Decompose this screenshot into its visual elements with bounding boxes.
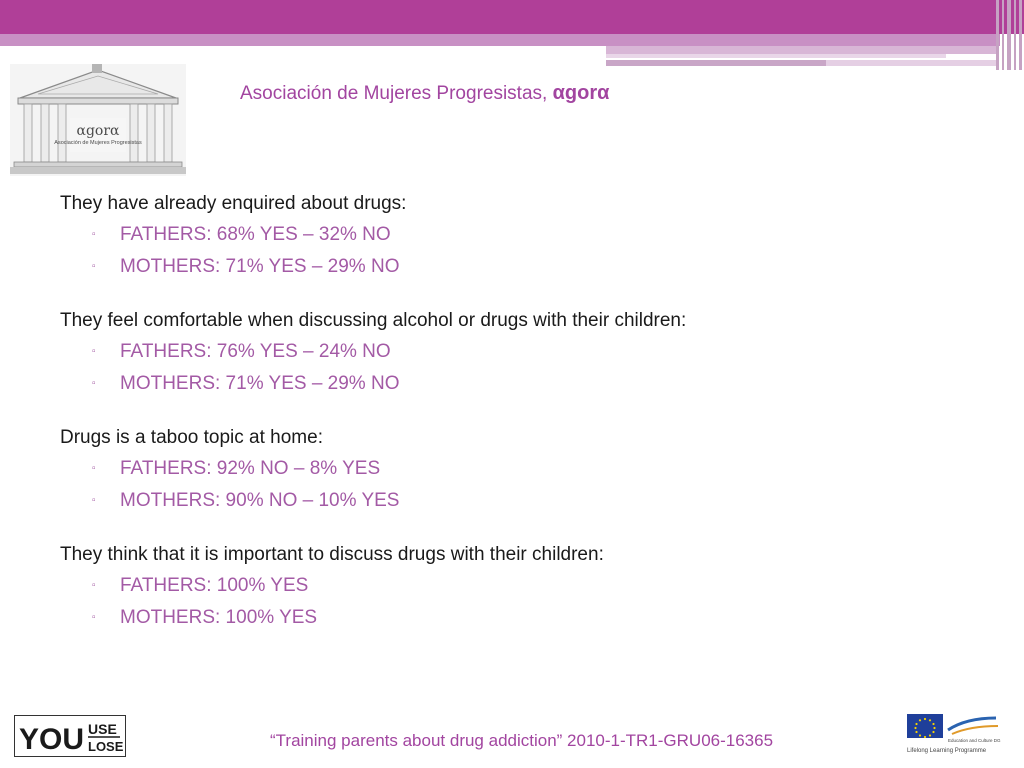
list-item	[60, 368, 960, 400]
square-bullet-icon: ▫	[92, 346, 96, 357]
list-item	[60, 251, 960, 283]
list-item	[60, 453, 960, 485]
eu-flag-icon	[907, 714, 943, 738]
header-stripe	[606, 54, 946, 58]
list-item	[60, 570, 960, 602]
square-bullet-icon: ▫	[92, 377, 96, 389]
section-heading: They think that it is important to discuss drugs with their children:	[60, 544, 604, 565]
header-band-light	[0, 34, 1000, 46]
logo-use: USE	[88, 721, 117, 737]
list-item	[60, 219, 960, 251]
square-bullet-icon: ▫	[92, 463, 96, 474]
square-bullet-icon: ▫	[92, 580, 96, 591]
org-name: Asociación de Mujeres Progresistas,	[240, 83, 548, 104]
header-stripe	[826, 60, 996, 66]
list-item-text: MOTHERS: 71% YES – 29% NO	[120, 372, 400, 394]
eu-lifelong-learning-logo	[906, 712, 1010, 756]
header-stripe	[606, 46, 996, 54]
list-item-text: FATHERS: 100% YES	[120, 575, 309, 596]
list-item	[60, 602, 960, 634]
square-bullet-icon: ▫	[92, 260, 96, 272]
you-use-lose-logo	[14, 715, 126, 757]
eu-programme-label: Lifelong Learning Programme	[907, 748, 987, 754]
logo-brand: αgorα	[76, 123, 120, 139]
section-heading: They have already enquired about drugs:	[60, 193, 407, 214]
header-band	[0, 0, 1024, 34]
page-title	[240, 82, 609, 105]
square-bullet-icon: ▫	[92, 229, 96, 240]
header-stripe	[606, 60, 826, 66]
list-item-text: FATHERS: 76% YES – 24% NO	[120, 341, 391, 362]
eu-dg-label: Education and Culture DG	[948, 738, 1001, 743]
list-item-text: MOTHERS: 100% YES	[120, 606, 318, 628]
list-item-text: FATHERS: 92% NO – 8% YES	[120, 458, 381, 479]
footer-project-reference: “Training parents about drug addiction” 2010-1-TR1-GRU06-16365	[270, 731, 774, 750]
logo-subtitle: Asociación de Mujeres Progresistas	[54, 140, 142, 146]
logo-you: YOU	[19, 723, 85, 756]
logo-lose: LOSE	[88, 739, 124, 754]
header-vertical-bars	[994, 0, 1024, 70]
list-item	[60, 485, 960, 517]
section-comfortable	[60, 305, 960, 399]
square-bullet-icon: ▫	[92, 494, 96, 506]
section-enquired	[60, 188, 960, 282]
section-heading: Drugs is a taboo topic at home:	[60, 427, 323, 448]
list-item-text: MOTHERS: 71% YES – 29% NO	[120, 255, 400, 277]
agora-temple-logo	[10, 64, 186, 176]
list-item-text: FATHERS: 68% YES – 32% NO	[120, 224, 391, 245]
section-taboo	[60, 422, 960, 516]
square-bullet-icon: ▫	[92, 611, 96, 623]
org-brand: αgorα	[552, 82, 610, 104]
section-important	[60, 539, 960, 633]
survey-results	[60, 188, 960, 656]
list-item	[60, 336, 960, 368]
list-item-text: MOTHERS: 90% NO – 10% YES	[120, 489, 400, 511]
section-heading: They feel comfortable when discussing alcohol or drugs with their children:	[60, 310, 687, 331]
